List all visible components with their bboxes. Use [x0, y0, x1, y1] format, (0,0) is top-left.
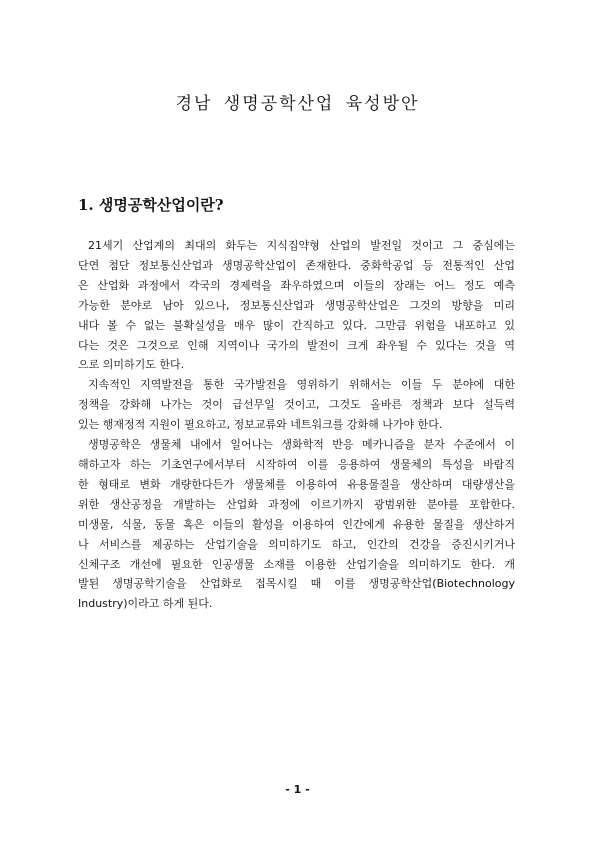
- text-line: 다는 것은 그것으로 인해 지역이나 국가의 발전이 크게 좌우될 수 있다는 것을 역: [78, 338, 515, 352]
- body-text: [78, 236, 515, 614]
- text-line: 가능한 분야로 남아 있으나, 정보통신산업과 생명공학산업은 그것의 방향을 미리: [78, 298, 515, 312]
- text-line: 위한 생산공정을 개발하는 산업화 과정에 이르기까지 광범위한 분야를 포함한다.: [78, 497, 515, 511]
- text-line: 으로 의미하기도 한다.: [78, 358, 185, 372]
- section-heading: 1. 생명공학산업이란?: [78, 196, 224, 214]
- text-line: 해하고자 하는 기초연구에서부터 시작하여 이를 응용하여 생물체의 특성을 바람직: [78, 457, 515, 471]
- text-line: 발된 생명공학기술을 산업화로 접목시킬 때 이를 생명공학산업(Biotechnology: [78, 577, 515, 591]
- paragraph-2: [78, 375, 515, 435]
- text-line: 생명공학은 생물체 내에서 일어나는 생화학적 반응 메카니즘을 분자 수준에서 이: [88, 438, 515, 452]
- text-line: Industry)이라고 하게 된다.: [78, 597, 213, 611]
- text-line: 내다 볼 수 없는 불확실성을 매우 많이 간직하고 있다. 그만큼 위험을 내포하고 있: [78, 318, 515, 332]
- text-line: 은 산업화 과정에서 각국의 경제력을 좌우하였으며 이들의 장래는 어느 정도 예측: [78, 278, 515, 292]
- text-line: 단연 첨단 정보통신산업과 생명공학산업이 존재한다. 중화학공업 등 전통적인 산업: [78, 258, 515, 272]
- paragraph-1: [78, 236, 515, 375]
- page-number: - 1 -: [285, 783, 310, 796]
- text-line: 정책을 강화해 나가는 것이 급선무일 것이고, 그것도 올바른 정책과 보다 설득력: [78, 398, 515, 412]
- text-line: 있는 행재정적 지원이 필요하고, 정보교류와 네트워크를 강화해 나가야 한다.: [78, 418, 443, 432]
- paragraph-3: [78, 435, 515, 614]
- text-line: 나 서비스를 제공하는 산업기술을 의미하기도 하고, 인간의 건강을 증진시키거나: [78, 537, 515, 551]
- text-line: 미생물, 식물, 동물 혹은 이들의 활성을 이용하여 인간에게 유용한 물질을 생산하거: [78, 517, 515, 531]
- text-line: 신체구조 개선에 필요한 인공생물 소재를 이용한 산업기술을 의미하기도 한다. 개: [78, 557, 515, 571]
- document-title: 경남 생명공학산업 육성방안: [175, 94, 420, 114]
- text-line: 지속적인 지역발전을 통한 국가발전을 영위하기 위해서는 이들 두 분야에 대한: [88, 378, 515, 392]
- text-line: 21세기 산업계의 최대의 화두는 지식집약형 산업의 발전일 것이고 그 중심에는: [88, 239, 515, 252]
- text-line: 한 형태로 변화 개량한다든가 생물체를 이용하여 유용물질을 생산하며 대량생산을: [78, 477, 515, 491]
